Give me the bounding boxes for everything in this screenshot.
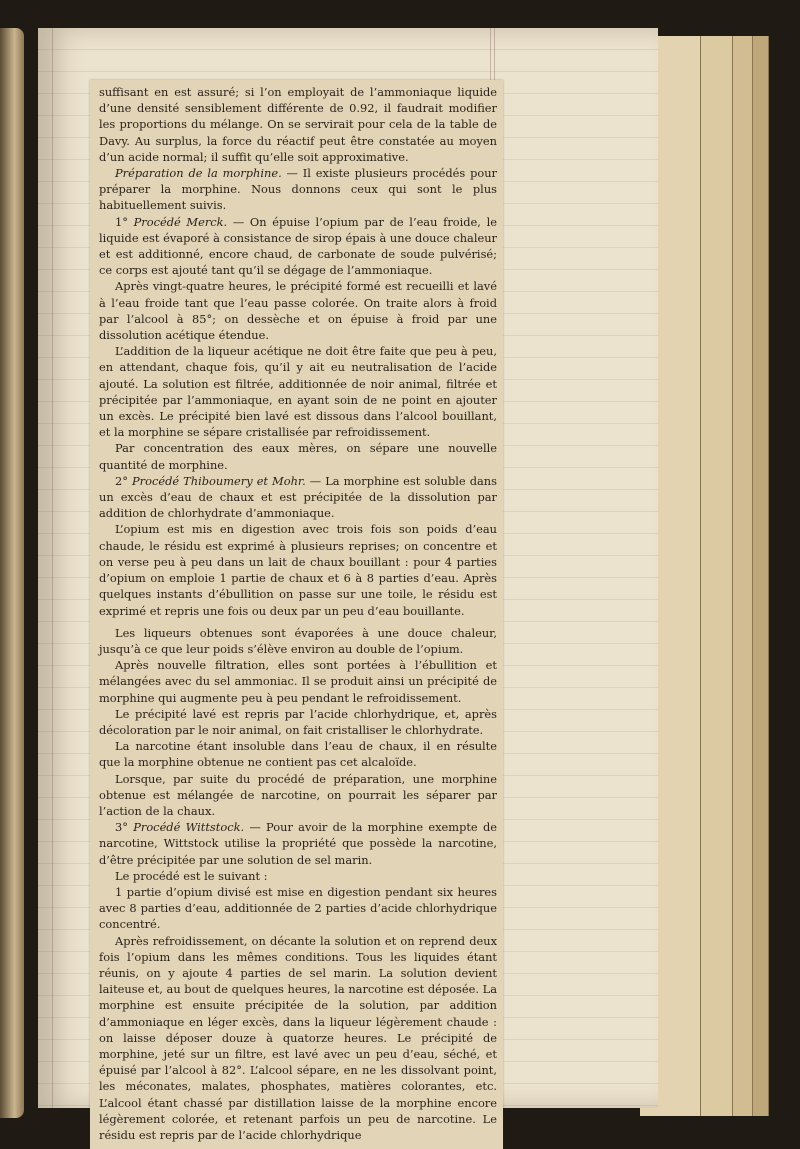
- paragraph: Lorsque, par suite du procédé de préparation, une morphine obtenue est mélangée de narcotine, on pourrait les séparer par l’action de la chaux.: [99, 771, 497, 818]
- section-heading: Procédé Wittstock.: [133, 820, 245, 835]
- paragraph: Les liqueurs obtenues sont évaporées à une douce chaleur, jusqu’à ce que leur poids s’élève environ au double de l’opium.: [99, 625, 497, 656]
- list-number: 3°: [115, 820, 134, 835]
- paragraph-text: — On épuise l’opium par de l’eau froide, le liquide est évaporé à consistance de sirop épais à une douce chaleur et est additionné, encore chaud, de carbonate de soude pulvérisé; ce corps est ajouté tant qu’il se dégage de l’ammoniaque.: [99, 214, 497, 278]
- paragraph: [99, 819, 497, 868]
- paragraph: 1 partie d’opium divisé est mise en digestion pendant six heures avec 8 parties d’eau, additionnée de 2 parties d’acide chlorhydrique concentré.: [99, 884, 497, 932]
- margin-rule: [52, 28, 53, 1108]
- left-page-edge: [0, 28, 24, 1118]
- paragraph: suffisant en est assuré; si l’on employait de l’ammoniaque liquide d’une densité sensiblement différente de 0.92, il faudrait modifier les proportions du mélange. On se servirait pour cela de la table de Davy. Au surplus, la force du réactif peut être constatée au moyen d’un acide normal; il suffit qu’elle soit approximative.: [99, 85, 497, 164]
- paragraph-text: — Pour avoir de la morphine exempte de narcotine, Wittstock utilise la propriété que possède la narcotine, d’être précipitée par une solution de sel marin.: [99, 820, 497, 867]
- paragraph: [99, 165, 497, 214]
- section-heading: Procédé Merck.: [133, 214, 228, 229]
- paragraph: L’addition de la liqueur acétique ne doit être faite que peu à peu, en attendant, chaque fois, qu’il y ait eu neutralisation de l’acide ajouté. La solution est filtrée, additionnée de noir animal, filtrée et précipitée par l’ammoniaque, en ayant soin de ne point en ajouter un excès. Le précipité bien lavé est dissous dans l’alcool bouillant, et la morphine se sépare cristallisée par refroidissement.: [99, 344, 497, 440]
- paragraph: Après nouvelle filtration, elles sont portées à l’ébullition et mélangées avec du sel ammoniac. Il se produit ainsi un précipité de morphine qui augmente peu à peu pendant le refroidissement.: [99, 658, 497, 705]
- paragraph: Après vingt-quatre heures, le précipité formé est recueilli et lavé à l’eau froide tant que l’eau passe colorée. On traite alors à froid par l’alcool à 85°; on dessèche et on épuise à froid par une dissolution acétique étendue.: [99, 279, 497, 343]
- paragraph: [99, 473, 497, 522]
- pasted-text-clipping: [90, 80, 503, 1149]
- list-number: 1°: [115, 214, 134, 229]
- section-heading: Préparation de la morphine.: [115, 166, 282, 181]
- paragraph-text: — Il existe plusieurs procédés pour préparer la morphine. Nous donnons ceux qui sont le plus habituellement suivis.: [99, 166, 497, 213]
- paragraph: Le procédé est le suivant :: [115, 868, 268, 883]
- list-number: 2°: [115, 473, 132, 488]
- paragraph: L’opium est mis en digestion avec trois fois son poids d’eau chaude, le résidu est exprimé à plusieurs reprises; on concentre et on verse peu à peu dans un lait de chaux bouillant : pour 4 parties d’opium on emploie 1 partie de chaux et 6 à 8 parties d’eau. Après quelques instants d’ébullition on passe sur une toile, le résidu est exprimé et repris une fois ou deux par un peu d’eau bouillante.: [99, 522, 497, 618]
- paragraph: La narcotine étant insoluble dans l’eau de chaux, il en résulte que la morphine obtenue ne contient pas cet alcaloïde.: [99, 739, 497, 770]
- section-heading: Procédé Thiboumery et Mohr.: [132, 473, 306, 488]
- paragraph: Le précipité lavé est repris par l’acide chlorhydrique, et, après décoloration par le noir animal, on fait cristalliser le chlorhydrate.: [99, 706, 497, 737]
- paragraph: Par concentration des eaux mères, on sépare une nouvelle quantité de morphine.: [99, 441, 497, 472]
- paragraph: Après refroidissement, on décante la solution et on reprend deux fois l’opium dans les mêmes conditions. Tous les liquides étant réunis, on y ajoute 4 parties de sel marin. La solution devient laiteuse et, au bout de quelques heures, la narcotine est déposée. La morphine est ensuite précipitée de la solution, par addition d’ammoniaque en léger excès, dans la liqueur légèrement chaude : on laisse déposer douze à quatorze heures. Le précipité de morphine, jeté sur un filtre, est lavé avec un peu d’eau, séché, et épuisé par l’alcool à 82°. L’alcool sépare, en ne les dissolvant point, les méconates, malates, phosphates, matières colorantes, etc. L’alcool étant chassé par distillation laisse de la morphine encore légèrement colorée, et retenant parfois un peu de narcotine. Le résidu est repris par de l’acide chlorhydrique: [99, 933, 497, 1142]
- paragraph: [99, 214, 497, 279]
- paragraph-text: — La morphine est soluble dans un excès d’eau de chaux et est précipitée de la dissolution par addition de chlorhydrate d’ammoniaque.: [99, 473, 497, 521]
